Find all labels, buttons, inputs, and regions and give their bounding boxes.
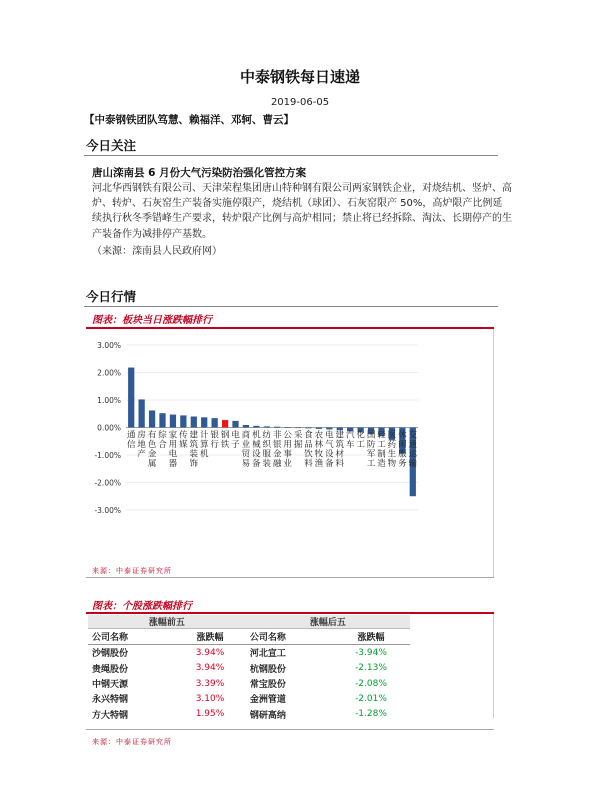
x-tick-label: 公: [283, 430, 292, 441]
x-tick-label: 服: [398, 449, 407, 460]
y-tick-label: 2.00%: [97, 368, 121, 378]
bar: [326, 428, 332, 430]
loser-change: -1.28%: [355, 709, 387, 720]
x-tick-label: 融: [272, 459, 282, 469]
x-tick-label: 筑: [335, 440, 345, 450]
x-tick-label: 家: [168, 430, 178, 441]
x-tick-label: 有: [147, 430, 157, 441]
x-tick-label: 银: [272, 440, 282, 450]
x-tick-label: 设: [325, 449, 334, 460]
news-source: （来源：滦南县人民政府网）: [92, 246, 222, 257]
table-row: [88, 661, 410, 676]
news-title: 唐山滦南县 6 月份大气污染防治强化管控方案: [92, 167, 307, 179]
loser-change: -2.08%: [355, 678, 387, 689]
gainer-change: 3.10%: [195, 693, 225, 704]
x-tick-label: 织: [262, 440, 272, 450]
bar: [180, 415, 186, 427]
bar: [285, 427, 291, 428]
x-tick-label: 工: [377, 440, 386, 450]
x-tick-label: 信: [126, 440, 136, 450]
col-header-name: 公司名称: [246, 629, 332, 645]
figure-title-sector: 图表：板块当日涨跌幅排行: [92, 315, 212, 326]
x-tick-label: 业: [283, 459, 292, 469]
col-header-change: 涨跌幅: [174, 629, 246, 645]
report-title: 中泰钢铁每日速递: [239, 68, 360, 86]
loser-change: -3.94%: [355, 647, 387, 658]
bar: [149, 410, 155, 427]
x-tick-label: 事: [283, 449, 292, 460]
x-tick-label: 医: [387, 430, 397, 441]
y-tick-label: -2.00%: [94, 478, 121, 488]
section-divider: [84, 155, 498, 156]
x-tick-label: 饮: [304, 449, 313, 460]
x-tick-label: 渔: [314, 459, 324, 469]
y-tick-label: -1.00%: [94, 451, 121, 460]
x-tick-label: 工: [356, 440, 365, 450]
bar: [305, 428, 311, 429]
table-row: [88, 645, 410, 661]
x-tick-label: 子: [231, 440, 240, 450]
bar: [253, 426, 259, 428]
col-header-name: 公司名称: [88, 629, 174, 645]
x-tick-label: 贸: [241, 449, 251, 460]
gainer-name: 中钢天源: [92, 680, 129, 691]
x-tick-label: 牧: [314, 449, 324, 460]
bar: [274, 427, 280, 428]
bar: [295, 428, 301, 429]
x-tick-label: 采: [293, 430, 303, 441]
report-date: 2019-06-05: [270, 97, 330, 108]
gainer-change: 3.94%: [195, 663, 225, 674]
x-tick-label: 建: [335, 430, 345, 441]
loser-name: 河北宣工: [249, 649, 286, 660]
col-header-change: 涨跌幅: [332, 629, 410, 645]
loser-name: 钢研高纳: [249, 710, 286, 721]
bar: [316, 428, 322, 429]
gainer-name: 沙钢股份: [92, 649, 129, 660]
x-tick-label: 钢: [220, 430, 230, 441]
x-tick-label: 国: [366, 430, 376, 441]
bar: [191, 417, 197, 428]
table-group-row: [88, 615, 410, 629]
x-tick-label: 传: [179, 430, 188, 441]
group-bottom-five: 涨幅后五: [246, 615, 410, 629]
news-body: 河北华西钢铁有限公司、天津荣程集团唐山特种钢有限公司两家钢铁企业，对烧结机、竖炉、高炉、转炉、石灰窑生产装备实施停限产，烧结机（球团）、石灰窑限产 50%，高炉限产比例延续执行秋冬季错峰生产要求，转炉限产比例与高炉相同；禁止将已经拆除、淘汰、长期停产的生产装备作为减排停产基数。: [92, 183, 512, 240]
x-tick-label: 纺: [262, 430, 272, 441]
loser-name: 金洲管道: [249, 695, 286, 706]
x-tick-label: 林: [314, 440, 324, 450]
gainer-name: 永兴特钢: [92, 695, 129, 706]
x-tick-label: 汽: [345, 430, 355, 441]
x-tick-label: 食: [304, 430, 313, 441]
x-tick-label: 药: [387, 440, 397, 450]
x-tick-label: 料: [335, 459, 345, 469]
x-tick-label: 建: [189, 430, 199, 441]
bar: [201, 417, 207, 427]
loser-change: -2.01%: [355, 693, 387, 704]
figure-title-stocks: 图表：个股涨跌幅排行: [92, 601, 192, 612]
x-tick-label: 综: [158, 430, 167, 441]
gainer-change: 3.94%: [195, 647, 225, 658]
x-tick-label: 金: [147, 449, 157, 460]
figure-source: 来源：中泰证券研究所: [92, 567, 172, 575]
x-tick-label: 电: [325, 430, 334, 441]
x-tick-label: 生: [387, 449, 397, 460]
table-row: [88, 676, 410, 691]
stock-ranking-table: [88, 615, 410, 722]
x-tick-label: 品: [304, 440, 313, 450]
x-tick-label: 化: [356, 430, 365, 441]
y-tick-label: 1.00%: [97, 396, 121, 405]
x-tick-label: 制: [377, 449, 386, 460]
x-tick-label: 车: [345, 440, 355, 450]
table-row: [88, 691, 410, 706]
x-tick-label: 材: [335, 449, 345, 460]
x-tick-label: 电: [231, 430, 240, 441]
x-tick-label: 机: [252, 430, 261, 441]
x-tick-label: 铁: [220, 440, 230, 450]
x-tick-label: 器: [168, 459, 178, 469]
x-tick-label: 业: [241, 440, 251, 450]
gainer-change: 1.95%: [195, 709, 225, 720]
x-tick-label: 备: [252, 459, 261, 469]
table-header-row: [88, 629, 410, 645]
figure-bottom-rule: [86, 577, 494, 578]
section-divider: [84, 306, 498, 307]
loser-change: -2.13%: [355, 663, 387, 674]
x-tick-label: 气: [325, 440, 334, 450]
x-tick-label: 输: [408, 459, 418, 469]
x-tick-label: 筑: [189, 440, 199, 450]
section-heading-market: 今日行情: [86, 289, 137, 304]
y-tick-label: -3.00%: [94, 506, 121, 515]
x-tick-label: 料: [304, 459, 313, 469]
x-tick-label: 务: [398, 459, 407, 469]
x-tick-label: 饰: [189, 459, 199, 469]
x-tick-label: 行: [210, 440, 219, 450]
x-tick-label: 设: [252, 449, 261, 460]
gainer-name: 方大特钢: [92, 710, 129, 721]
x-tick-label: 防: [366, 440, 376, 450]
bar: [264, 426, 270, 427]
y-tick-label: 0.00%: [97, 423, 121, 433]
bar: [212, 418, 218, 427]
group-top-five: 涨幅前五: [88, 615, 246, 629]
x-tick-label: 机: [199, 449, 209, 460]
sector-bar-chart: [86, 330, 494, 566]
bar: [170, 415, 176, 428]
x-tick-label: 军: [366, 449, 376, 460]
x-tick-label: 色: [147, 440, 157, 450]
x-tick-label: 属: [147, 459, 157, 469]
x-tick-label: 易: [241, 459, 251, 469]
x-tick-label: 地: [137, 440, 146, 450]
bar: [232, 421, 238, 428]
x-tick-label: 掘: [293, 440, 303, 450]
x-tick-label: 备: [325, 459, 334, 469]
x-tick-label: 运: [408, 449, 418, 460]
figure-top-rule: [86, 612, 494, 614]
bar: [159, 413, 165, 427]
x-tick-label: 合: [158, 440, 167, 450]
gainer-name: 贵绳股份: [92, 664, 129, 675]
x-tick-label: 服: [262, 449, 272, 460]
x-tick-label: 械: [252, 440, 261, 450]
x-tick-label: 房: [137, 430, 146, 441]
x-tick-label: 用: [168, 440, 178, 450]
x-tick-label: 通: [126, 430, 136, 441]
loser-name: 杭钢股份: [249, 664, 286, 675]
x-tick-label: 计: [199, 430, 209, 441]
bar: [243, 425, 249, 427]
figure-source: 来源：中泰证券研究所: [92, 738, 172, 746]
x-tick-label: 商: [241, 430, 251, 441]
x-tick-label: 非: [272, 430, 282, 441]
x-tick-label: 造: [377, 459, 386, 469]
figure-top-rule: [86, 327, 494, 329]
table-row: [88, 706, 410, 721]
team-authors: 【中泰钢铁团队笃慧、赖福洋、邓轲、曹云】: [84, 114, 294, 126]
gainer-change: 3.39%: [195, 678, 225, 689]
section-heading-focus: 今日关注: [86, 138, 137, 153]
x-tick-label: 电: [168, 449, 178, 460]
x-tick-label: 银: [210, 430, 219, 441]
bar: [139, 399, 145, 427]
y-tick-label: 3.00%: [97, 341, 121, 350]
bar: [222, 420, 228, 427]
x-tick-label: 轻: [377, 430, 386, 441]
x-tick-label: 媒: [179, 440, 188, 450]
bar: [128, 368, 134, 428]
x-tick-label: 用: [283, 440, 292, 450]
x-tick-label: 算: [199, 440, 209, 450]
x-tick-label: 农: [314, 430, 324, 441]
x-tick-label: 产: [137, 449, 146, 460]
x-tick-label: 装: [262, 459, 272, 469]
x-tick-label: 休: [398, 430, 407, 441]
loser-name: 常宝股份: [249, 680, 286, 691]
x-tick-label: 闲: [398, 440, 407, 450]
x-tick-label: 装: [189, 449, 199, 460]
figure-border: [493, 614, 494, 718]
x-tick-label: 金: [272, 449, 282, 460]
figure-bottom-rule: [86, 729, 494, 730]
x-tick-label: 物: [387, 459, 397, 469]
x-tick-label: 通: [408, 440, 418, 450]
x-tick-label: 工: [366, 459, 376, 469]
x-tick-label: 交: [408, 430, 418, 441]
